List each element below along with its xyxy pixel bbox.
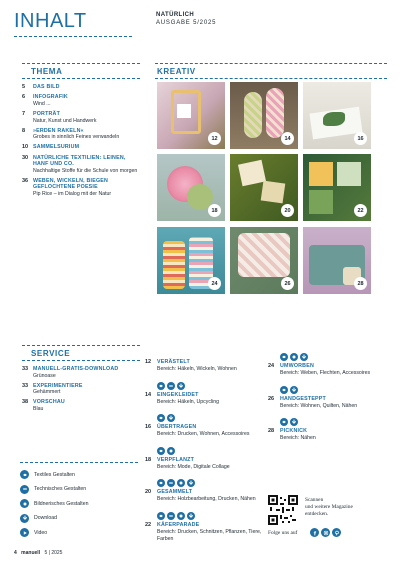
toc-subtitle: Bereich: Häkeln, Upcycling bbox=[157, 398, 219, 405]
toc-item[interactable] bbox=[145, 359, 263, 373]
toc-subtitle: Bereich: Wohnen, Quilten, Nähen bbox=[280, 402, 358, 409]
textile-icon bbox=[157, 479, 165, 487]
issue-info bbox=[156, 11, 216, 27]
pinterest-icon[interactable] bbox=[332, 528, 341, 537]
legend-item bbox=[20, 499, 130, 508]
toc-page-number: 6 bbox=[22, 94, 26, 101]
page-number-badge: 12 bbox=[208, 132, 221, 145]
photo-tile[interactable] bbox=[303, 154, 371, 221]
category-icons bbox=[157, 382, 263, 390]
toc-heading: DAS BILD bbox=[33, 84, 60, 90]
toc-subtitle: Bereich: Weben, Flechten, Accessoires bbox=[280, 370, 371, 376]
qr-caption-line: entdecken. bbox=[305, 511, 329, 517]
download-icon[interactable] bbox=[187, 512, 195, 520]
toc-heading: EXPERIMENTIERE bbox=[33, 382, 83, 389]
textile-icon bbox=[157, 447, 165, 455]
page-number-badge: 16 bbox=[354, 132, 367, 145]
legend-label: Video bbox=[34, 529, 48, 536]
toc-page-number: 18 bbox=[145, 456, 152, 463]
toc-page-number: 16 bbox=[145, 424, 152, 431]
toc-item[interactable] bbox=[22, 399, 142, 412]
service-divider-bottom bbox=[22, 360, 140, 361]
toc-item[interactable] bbox=[22, 84, 142, 91]
toc-page-number: 33 bbox=[22, 366, 29, 372]
image-icon bbox=[290, 353, 298, 361]
toc-page-number: 26 bbox=[268, 395, 275, 402]
toc-heading: MANUELL-GRATIS-DOWNLOAD bbox=[33, 366, 119, 372]
toc-heading: PORTRÄT bbox=[33, 110, 60, 117]
legend-item bbox=[20, 485, 130, 494]
toc-subtitle: Bereich: Holzbearbeitung, Drucken, Nähen bbox=[157, 496, 256, 503]
toc-page-number: 14 bbox=[145, 391, 152, 398]
toc-page-number: 22 bbox=[145, 521, 152, 528]
toc-heading: VERÄSTELT bbox=[157, 359, 190, 365]
toc-page-number: 33 bbox=[22, 382, 29, 389]
toc-heading: GESAMMELT bbox=[157, 489, 193, 496]
page-number-badge: 20 bbox=[281, 204, 294, 217]
toc-subtitle: Pip Rice – im Dialog mit der Natur bbox=[33, 190, 112, 197]
follow-label: Folge uns auf bbox=[268, 530, 298, 536]
legend-label: Bildnerisches Gestalten bbox=[34, 500, 89, 507]
toc-heading: WEBEN, WICKELN, BIEGEN GEFLOCHTENE POESIE bbox=[33, 177, 109, 191]
legend-label: Textiles Gestalten bbox=[34, 471, 75, 478]
photo-tile[interactable] bbox=[303, 227, 371, 294]
page-number-badge: 14 bbox=[281, 132, 294, 145]
photo-tile[interactable] bbox=[230, 154, 298, 221]
toc-subtitle: Gehämmert bbox=[33, 389, 61, 396]
toc-item[interactable] bbox=[22, 178, 142, 198]
download-icon[interactable] bbox=[187, 479, 195, 487]
facebook-icon[interactable] bbox=[310, 528, 319, 537]
toc-item[interactable] bbox=[145, 414, 263, 438]
category-icons bbox=[157, 479, 263, 487]
photo-tile[interactable] bbox=[230, 227, 298, 294]
toc-page-number: 8 bbox=[22, 127, 26, 134]
legend-item bbox=[20, 528, 130, 537]
toc-page-number: 12 bbox=[145, 359, 152, 365]
toc-page-number: 5 bbox=[22, 84, 26, 90]
toc-item[interactable] bbox=[268, 386, 386, 410]
thema-divider-bottom bbox=[22, 78, 140, 79]
textile-icon bbox=[157, 414, 165, 422]
textile-icon bbox=[157, 512, 165, 520]
toc-heading: »ERDEN RAKELN« bbox=[33, 127, 84, 134]
legend-label: Download bbox=[34, 515, 58, 522]
toc-item[interactable] bbox=[22, 155, 142, 175]
video-icon bbox=[20, 528, 29, 537]
textile-icon bbox=[280, 418, 288, 426]
textile-icon bbox=[280, 353, 288, 361]
toc-subtitle: Bereich: Häkeln, Wickeln, Wohnen bbox=[157, 366, 237, 372]
magazine-name: NATÜRLICH bbox=[156, 12, 195, 18]
page-number-badge: 28 bbox=[354, 277, 367, 290]
toc-subtitle: Bereich: Nähen bbox=[280, 435, 316, 442]
thema-title: THEMA bbox=[31, 67, 63, 76]
instagram-icon[interactable] bbox=[321, 528, 330, 537]
toc-item[interactable] bbox=[22, 366, 142, 379]
toc-heading: INFOGRAFIK bbox=[33, 94, 68, 101]
image-icon bbox=[177, 512, 185, 520]
category-icons bbox=[280, 353, 386, 361]
toc-heading: NATÜRLICHE TEXTILIEN: LEINEN, HANF UND CO. bbox=[33, 154, 126, 168]
page-number-badge: 22 bbox=[354, 204, 367, 217]
toc-heading: PICKNICK bbox=[280, 428, 308, 435]
magazine-logo: manuell bbox=[21, 550, 41, 556]
photo-tile[interactable] bbox=[303, 82, 371, 149]
category-icons bbox=[157, 447, 263, 455]
photo-tile[interactable] bbox=[157, 227, 225, 294]
issue-label: AUSGABE 5/2025 bbox=[156, 20, 217, 26]
toc-heading: VERPFLANZT bbox=[157, 456, 195, 463]
toc-subtitle: Natur, Kunst und Handwerk bbox=[33, 117, 97, 124]
toc-subtitle: Nachhaltige Stoffe für die Schule von morgen bbox=[33, 167, 138, 174]
page-number-badge: 24 bbox=[208, 277, 221, 290]
toc-item[interactable] bbox=[268, 353, 386, 377]
toc-page-number: 7 bbox=[22, 110, 26, 117]
page-footer bbox=[14, 550, 62, 556]
service-title: SERVICE bbox=[31, 349, 71, 358]
download-icon[interactable] bbox=[167, 414, 175, 422]
technical-icon bbox=[20, 485, 29, 494]
toc-item[interactable] bbox=[22, 94, 142, 107]
toc-page-number: 28 bbox=[268, 428, 275, 435]
textile-icon bbox=[157, 382, 165, 390]
thema-list bbox=[22, 84, 142, 201]
toc-subtitle: Bereich: Drucken, Schnitzen, Pflanzen, Tiere, Farben bbox=[157, 528, 262, 542]
category-icons bbox=[280, 386, 386, 394]
service-divider bbox=[22, 345, 140, 346]
service-list bbox=[22, 366, 142, 416]
toc-subtitle: Bereich: Mode, Digitale Collage bbox=[157, 463, 230, 470]
download-icon[interactable] bbox=[290, 418, 298, 426]
kreativ-divider-bottom bbox=[155, 78, 387, 79]
title-divider bbox=[14, 36, 132, 37]
page-number-badge: 26 bbox=[281, 277, 294, 290]
category-icons bbox=[157, 512, 263, 520]
thema-divider bbox=[22, 63, 140, 64]
textile-icon bbox=[280, 386, 288, 394]
toc-heading: HANDGESTEPPT bbox=[280, 395, 326, 402]
toc-item[interactable] bbox=[145, 512, 263, 542]
legend-divider bbox=[20, 462, 138, 463]
legend-item bbox=[20, 470, 130, 479]
toc-subtitle: Wind ... bbox=[33, 100, 51, 107]
toc-item[interactable] bbox=[145, 479, 263, 503]
qr-code[interactable] bbox=[268, 495, 298, 525]
qr-caption-line: und weitere Magazine bbox=[305, 504, 353, 510]
technical-icon bbox=[167, 479, 175, 487]
category-icons bbox=[280, 418, 386, 426]
toc-heading: KÄFERPARADE bbox=[157, 521, 200, 528]
page-number-badge: 18 bbox=[208, 204, 221, 217]
download-icon bbox=[20, 514, 29, 523]
toc-page-number: 10 bbox=[22, 144, 29, 151]
page-number: 4 bbox=[14, 550, 17, 556]
toc-heading: EINGEKLEIDET bbox=[157, 391, 199, 398]
icon-legend bbox=[20, 470, 130, 543]
toc-subtitle: Bereich: Drucken, Wohnen, Accessoires bbox=[157, 431, 250, 438]
image-icon bbox=[177, 479, 185, 487]
toc-heading: UMWORBEN bbox=[280, 363, 314, 369]
toc-item[interactable] bbox=[145, 447, 263, 471]
image-icon bbox=[20, 499, 29, 508]
qr-caption-line: Scannen bbox=[305, 497, 324, 503]
toc-subtitle: Blau bbox=[33, 405, 44, 412]
toc-page-number: 36 bbox=[22, 177, 29, 184]
toc-heading: SAMMELSURIUM bbox=[33, 144, 80, 151]
toc-item[interactable] bbox=[22, 128, 142, 141]
download-icon[interactable] bbox=[300, 353, 308, 361]
photo-tile[interactable] bbox=[230, 82, 298, 149]
qr-caption bbox=[305, 497, 353, 518]
photo-tile[interactable] bbox=[157, 154, 225, 221]
category-icons bbox=[157, 414, 263, 422]
toc-subtitle: Grünoase bbox=[33, 372, 56, 379]
toc-page-number: 38 bbox=[22, 399, 29, 406]
technical-icon bbox=[167, 512, 175, 520]
photo-tile[interactable] bbox=[157, 82, 225, 149]
toc-item[interactable] bbox=[268, 418, 386, 442]
kreativ-list-right bbox=[268, 353, 386, 451]
toc-heading: VORSCHAU bbox=[33, 399, 65, 406]
toc-heading: ÜBERTRAGEN bbox=[157, 424, 197, 431]
toc-page-number: 30 bbox=[22, 154, 29, 161]
image-icon bbox=[167, 447, 175, 455]
kreativ-list-left bbox=[145, 359, 263, 551]
toc-subtitle: Grobes in sinnlich Feines verwandeln bbox=[33, 134, 120, 141]
textile-icon bbox=[20, 470, 29, 479]
toc-item[interactable] bbox=[22, 383, 142, 396]
download-icon[interactable] bbox=[177, 382, 185, 390]
legend-label: Technisches Gestalten bbox=[34, 486, 87, 493]
legend-item bbox=[20, 514, 130, 523]
page-title: INHALT bbox=[14, 10, 87, 32]
toc-item[interactable] bbox=[22, 111, 142, 124]
toc-page-number: 20 bbox=[145, 489, 152, 496]
social-links bbox=[310, 528, 341, 537]
kreativ-divider bbox=[155, 63, 387, 64]
toc-item[interactable] bbox=[145, 382, 263, 406]
kreativ-title: KREATIV bbox=[157, 67, 196, 76]
download-icon[interactable] bbox=[290, 386, 298, 394]
technical-icon bbox=[167, 382, 175, 390]
toc-item[interactable] bbox=[22, 144, 142, 151]
toc-page-number: 24 bbox=[268, 363, 275, 369]
footer-issue: 5 | 2025 bbox=[44, 550, 63, 556]
